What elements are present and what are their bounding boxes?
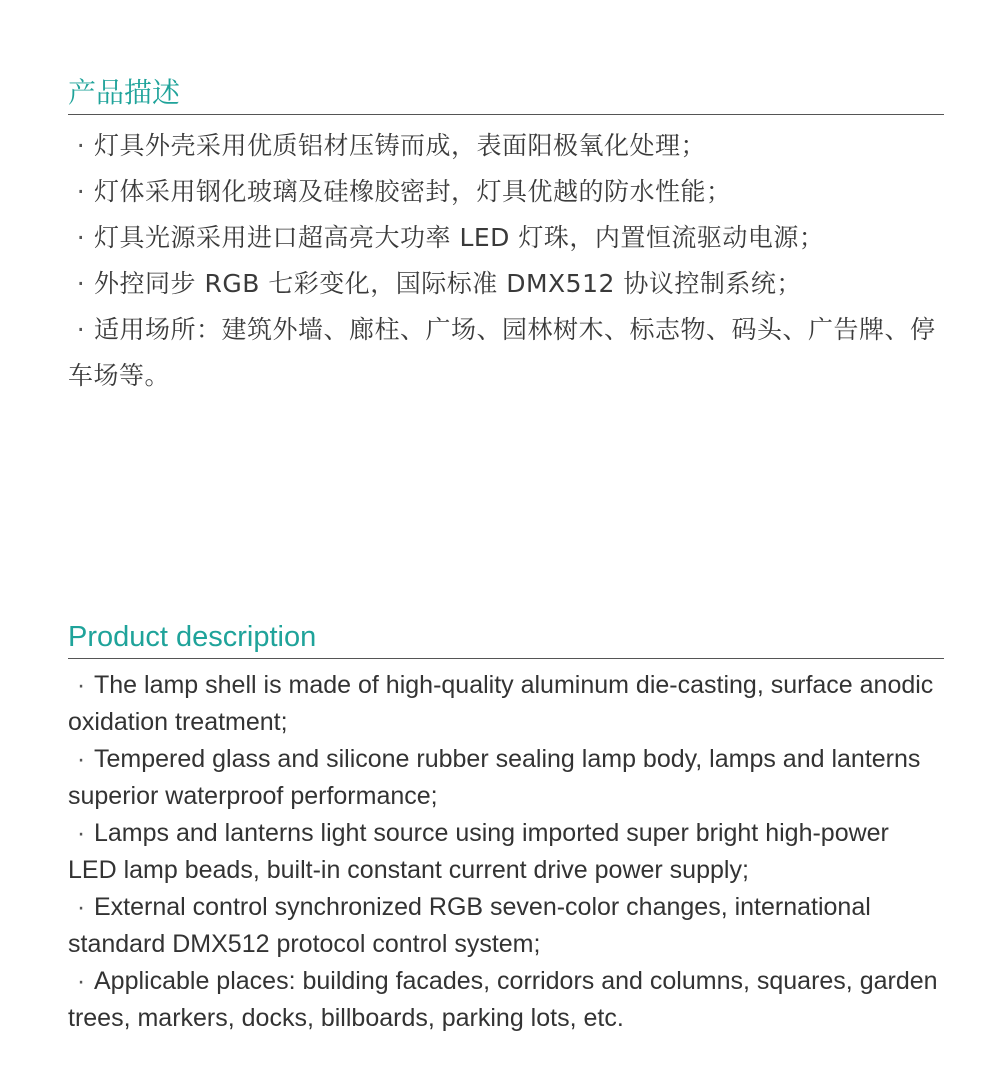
- list-item-text: 灯具外壳采用优质铝材压铸而成，表面阳极氧化处理；: [94, 131, 707, 160]
- section-title-en: Product description: [68, 621, 317, 653]
- list-item: [68, 169, 944, 215]
- product-description-en-section: [68, 620, 944, 1037]
- bullet-icon: ·: [76, 893, 86, 921]
- list-item: [68, 261, 944, 307]
- list-item: [68, 741, 944, 815]
- list-item: [68, 667, 944, 741]
- list-item: [68, 307, 944, 399]
- list-item-text: External control synchronized RGB seven-color changes, international standard DMX512 protocol control system;: [68, 893, 871, 958]
- list-item-text: 灯体采用钢化玻璃及硅橡胶密封，灯具优越的防水性能；: [94, 177, 732, 206]
- list-item: [68, 889, 944, 963]
- list-item-text: Applicable places: building facades, corridors and columns, squares, garden trees, markers, docks, billboards, parking lots, etc.: [68, 967, 938, 1032]
- list-item: [68, 963, 944, 1037]
- bullet-icon: ·: [76, 177, 86, 206]
- list-item: [68, 123, 944, 169]
- title-divider-cn: [68, 114, 944, 115]
- bullet-icon: ·: [76, 315, 86, 344]
- bullet-icon: ·: [76, 269, 86, 298]
- bullet-icon: ·: [76, 745, 86, 773]
- list-item-text: 适用场所：建筑外墙、廊柱、广场、园林树木、标志物、码头、广告牌、停车场等。: [68, 315, 936, 390]
- list-item-text: 灯具光源采用进口超高亮大功率 LED 灯珠，内置恒流驱动电源；: [94, 223, 825, 252]
- bullet-icon: ·: [76, 819, 86, 847]
- bullet-icon: ·: [76, 967, 86, 995]
- list-item-text: The lamp shell is made of high-quality aluminum die-casting, surface anodic oxidation treatment;: [68, 671, 934, 736]
- feature-list-en: [68, 667, 944, 1037]
- list-item: [68, 815, 944, 889]
- bullet-icon: ·: [76, 671, 86, 699]
- feature-list-cn: [68, 123, 944, 399]
- title-divider-en: [68, 658, 944, 659]
- list-item-text: Tempered glass and silicone rubber sealing lamp body, lamps and lanterns superior waterproof performance;: [68, 745, 921, 810]
- list-item-text: 外控同步 RGB 七彩变化，国际标准 DMX512 协议控制系统；: [94, 269, 802, 298]
- bullet-icon: ·: [76, 131, 86, 160]
- list-item-text: Lamps and lanterns light source using imported super bright high-power LED lamp beads, built-in constant current drive power supply;: [68, 819, 889, 884]
- list-item: [68, 215, 944, 261]
- bullet-icon: ·: [76, 223, 86, 252]
- product-description-cn-section: [68, 76, 944, 399]
- section-title-cn: 产品描述: [68, 76, 181, 109]
